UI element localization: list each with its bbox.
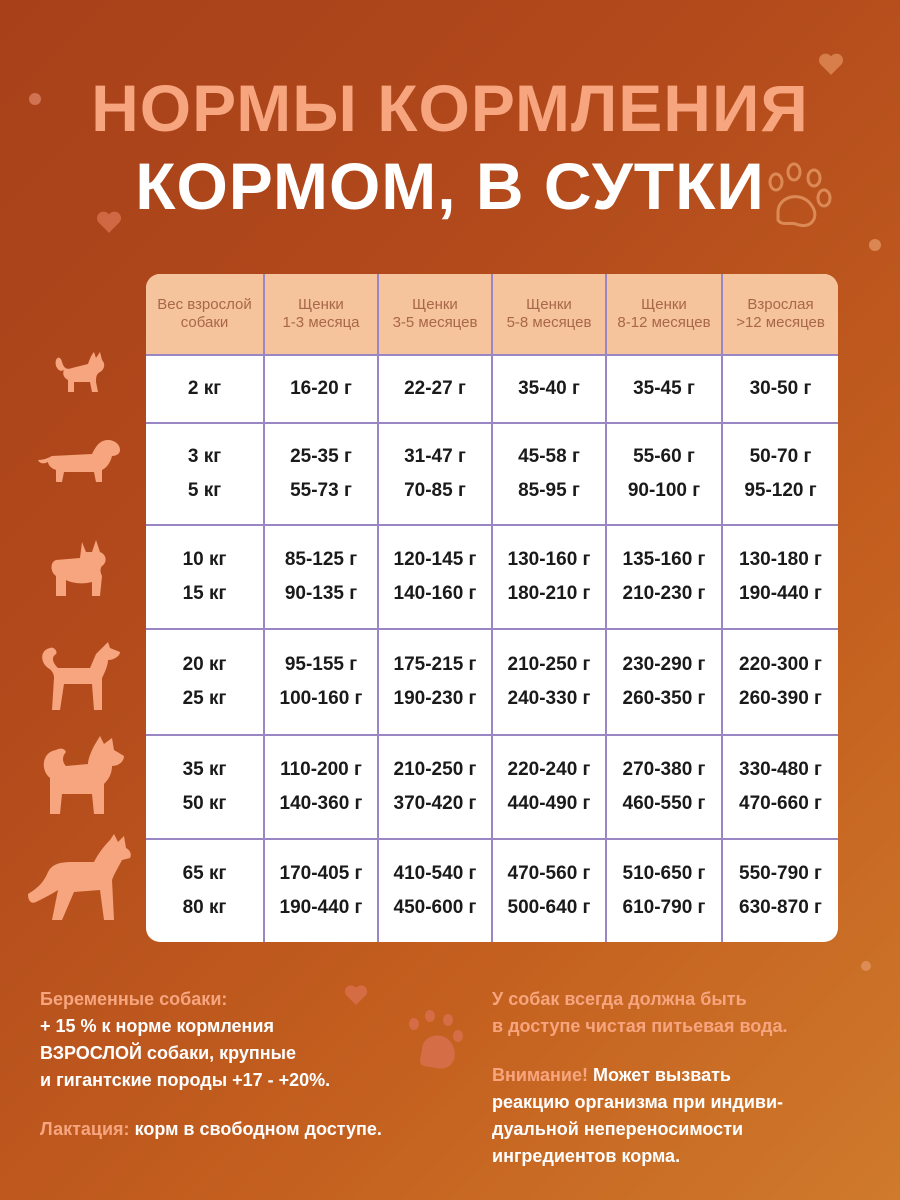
portion-value: 120-145 г: [393, 549, 477, 570]
portion-value: 35-40 г: [518, 378, 580, 399]
portion-value: 180-210 г: [507, 583, 591, 604]
portion-cell: [263, 356, 377, 422]
weight-cell: [146, 526, 263, 628]
weight-value: 35 кг: [182, 759, 227, 780]
portion-value: 190-440 г: [739, 583, 822, 604]
heart-icon: [818, 52, 844, 76]
weight-cell: [146, 424, 263, 524]
header-cell-puppy-5-8: [491, 274, 605, 354]
portion-value: 95-120 г: [744, 480, 817, 501]
portion-value: 135-160 г: [622, 549, 706, 570]
header-text: 1-3 месяца: [282, 314, 360, 331]
husky-silhouette-icon: [36, 732, 126, 818]
portion-cell: [263, 630, 377, 734]
portion-cell: [605, 840, 721, 942]
title-line-2: КОРМОМ, В СУТКИ: [135, 149, 765, 223]
header-text: 8-12 месяцев: [617, 314, 711, 331]
portion-value: 370-420 г: [393, 793, 477, 814]
portion-value: 470-660 г: [739, 793, 822, 814]
pregnant-line: и гигантские породы +17 - +20%.: [40, 1070, 331, 1090]
portion-value: 220-300 г: [739, 654, 822, 675]
portion-value: 100-160 г: [279, 688, 363, 709]
portion-value: 630-870 г: [739, 897, 822, 918]
portion-cell: [605, 736, 721, 838]
notes-left: [40, 986, 460, 1143]
warning-line: Может вызвать: [592, 1065, 731, 1085]
portion-cell: [377, 736, 491, 838]
portion-value: 55-60 г: [633, 446, 695, 467]
lactation-label: Лактация:: [40, 1119, 130, 1139]
portion-cell: [605, 424, 721, 524]
table-row: [146, 354, 838, 422]
weight-value: 5 кг: [187, 480, 222, 501]
portion-value: 230-290 г: [622, 654, 706, 675]
portion-value: 460-550 г: [622, 793, 706, 814]
portion-value: 25-35 г: [290, 446, 352, 467]
portion-cell: [605, 526, 721, 628]
portion-value: 210-250 г: [507, 654, 591, 675]
portion-value: 170-405 г: [279, 863, 363, 884]
portion-cell: [721, 840, 838, 942]
portion-cell: [377, 356, 491, 422]
portion-value: 140-360 г: [279, 793, 363, 814]
portion-value: 85-125 г: [284, 549, 358, 570]
shepherd-silhouette-icon: [24, 832, 134, 924]
portion-value: 610-790 г: [622, 897, 706, 918]
dachshund-silhouette-icon: [36, 434, 124, 490]
portion-cell: [491, 424, 605, 524]
shiba-silhouette-icon: [36, 640, 122, 714]
portion-value: 410-540 г: [393, 863, 477, 884]
portion-cell: [721, 630, 838, 734]
portion-value: 22-27 г: [404, 378, 466, 399]
portion-value: 30-50 г: [749, 378, 812, 399]
portion-cell: [377, 840, 491, 942]
portion-value: 90-135 г: [284, 583, 358, 604]
portion-cell: [491, 526, 605, 628]
pregnant-line: ВЗРОСЛОЙ собаки, крупные: [40, 1043, 297, 1063]
header-text: 3-5 месяцев: [392, 314, 478, 331]
notes-right: [492, 986, 872, 1170]
portion-value: 190-230 г: [393, 688, 477, 709]
portion-value: 510-650 г: [622, 863, 706, 884]
weight-value: 20 кг: [182, 654, 227, 675]
portion-value: 130-180 г: [739, 549, 822, 570]
portion-value: 85-95 г: [518, 480, 580, 501]
weight-value: 80 кг: [182, 897, 227, 918]
header-text: Щенки: [412, 296, 458, 313]
weight-value: 15 кг: [182, 583, 227, 604]
portion-value: 95-155 г: [284, 654, 358, 675]
portion-cell: [491, 356, 605, 422]
portion-value: 16-20 г: [290, 378, 352, 399]
portion-value: 330-480 г: [739, 759, 822, 780]
lactation-text: корм в свободном доступе.: [134, 1119, 382, 1139]
portion-value: 140-160 г: [393, 583, 477, 604]
warning-line: ингредиентов корма.: [492, 1146, 681, 1166]
portion-cell: [377, 526, 491, 628]
warning-label: Внимание!: [492, 1065, 588, 1085]
weight-value: 25 кг: [182, 688, 227, 709]
dot-icon: [860, 960, 872, 972]
weight-value: 50 кг: [182, 793, 227, 814]
portion-value: 45-58 г: [518, 446, 580, 467]
portion-value: 450-600 г: [393, 897, 477, 918]
dot-icon: [28, 92, 42, 106]
portion-value: 50-70 г: [749, 446, 812, 467]
weight-cell: [146, 736, 263, 838]
header-text: собаки: [180, 314, 229, 331]
portion-value: 110-200 г: [280, 759, 362, 780]
weight-value: 3 кг: [187, 446, 222, 467]
water-line: У собак всегда должна быть: [492, 989, 747, 1009]
portion-value: 130-160 г: [507, 549, 591, 570]
portion-cell: [605, 356, 721, 422]
portion-value: 500-640 г: [507, 897, 591, 918]
header-cell-puppy-8-12: [605, 274, 721, 354]
portion-cell: [263, 840, 377, 942]
lactation-note: [40, 1116, 460, 1143]
header-text: Щенки: [526, 296, 572, 313]
portion-cell: [605, 630, 721, 734]
paw-icon: [758, 160, 838, 240]
portion-value: 210-230 г: [622, 583, 706, 604]
portion-value: 210-250 г: [393, 759, 477, 780]
title-line-1: НОРМЫ КОРМЛЕНИЯ: [91, 71, 809, 145]
portion-value: 35-45 г: [633, 378, 695, 399]
portion-cell: [263, 526, 377, 628]
table-header-row: [146, 274, 838, 354]
portion-cell: [721, 356, 838, 422]
portion-cell: [721, 526, 838, 628]
portion-value: 70-85 г: [404, 480, 466, 501]
portion-value: 260-350 г: [622, 688, 706, 709]
weight-value: 65 кг: [182, 863, 227, 884]
header-text: Щенки: [641, 296, 687, 313]
feeding-table: [146, 274, 838, 942]
portion-value: 31-47 г: [404, 446, 466, 467]
header-cell-weight: [146, 274, 263, 354]
table-row: [146, 838, 838, 942]
portion-cell: [377, 630, 491, 734]
table-body: [146, 354, 838, 942]
portion-value: 550-790 г: [739, 863, 822, 884]
weight-cell: [146, 840, 263, 942]
portion-cell: [491, 736, 605, 838]
warning-note: [492, 1062, 872, 1089]
header-text: Взрослая: [747, 296, 814, 313]
table-row: [146, 422, 838, 524]
header-text: Вес взрослой: [157, 296, 252, 313]
portion-cell: [491, 630, 605, 734]
portion-value: 440-490 г: [507, 793, 591, 814]
portion-cell: [263, 424, 377, 524]
portion-cell: [721, 736, 838, 838]
weight-cell: [146, 630, 263, 734]
portion-cell: [721, 424, 838, 524]
portion-value: 175-215 г: [393, 654, 477, 675]
heart-icon: [96, 210, 122, 234]
header-cell-puppy-3-5: [377, 274, 491, 354]
pregnant-line: + 15 % к норме кормления: [40, 1016, 274, 1036]
portion-value: 90-100 г: [627, 480, 701, 501]
header-text: 5-8 месяцев: [506, 314, 592, 331]
header-text: >12 месяцев: [736, 314, 825, 331]
warning-line: дуальной непереносимости: [492, 1119, 744, 1139]
portion-value: 260-390 г: [739, 688, 822, 709]
portion-cell: [263, 736, 377, 838]
portion-cell: [491, 840, 605, 942]
portion-value: 470-560 г: [507, 863, 591, 884]
table-row: [146, 628, 838, 734]
portion-value: 190-440 г: [279, 897, 363, 918]
portion-value: 270-380 г: [622, 759, 706, 780]
water-line: в доступе чистая питьевая вода.: [492, 1016, 788, 1036]
header-cell-puppy-1-3: [263, 274, 377, 354]
header-cell-adult: [721, 274, 838, 354]
portion-value: 55-73 г: [290, 480, 352, 501]
portion-cell: [377, 424, 491, 524]
weight-value: 10 кг: [182, 549, 227, 570]
dot-icon: [868, 238, 882, 252]
portion-value: 220-240 г: [507, 759, 591, 780]
header-text: Щенки: [298, 296, 344, 313]
table-row: [146, 734, 838, 838]
pregnant-label: Беременные собаки:: [40, 989, 228, 1009]
kitten-silhouette-icon: [52, 348, 112, 396]
weight-cell: [146, 356, 263, 422]
portion-value: 240-330 г: [507, 688, 591, 709]
weight-value: 2 кг: [187, 378, 222, 399]
french-bulldog-silhouette-icon: [46, 536, 112, 600]
warning-line: реакцию организма при индиви-: [492, 1092, 784, 1112]
table-row: [146, 524, 838, 628]
